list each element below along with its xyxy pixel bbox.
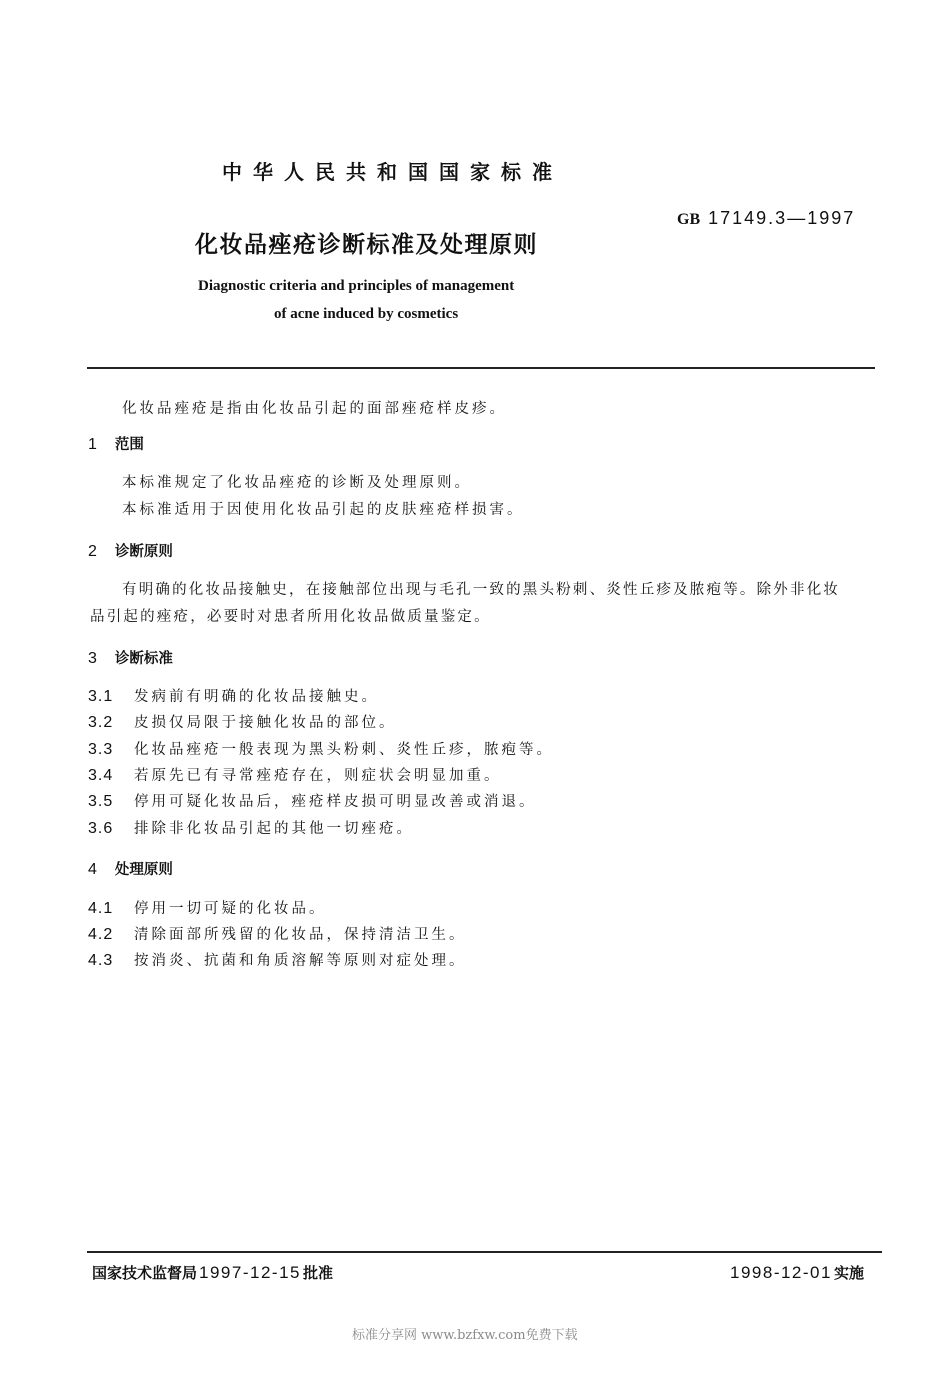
item-text: 化妆品痤疮一般表现为黑头粉刺、炎性丘疹，脓疱等。 xyxy=(134,742,554,758)
list-item xyxy=(88,764,502,785)
list-item xyxy=(88,949,467,970)
item-number: 3.2 xyxy=(88,714,114,731)
section-2-paragraph-line2: 品引起的痤疮，必要时对患者所用化妆品做质量鉴定。 xyxy=(90,609,491,625)
item-text: 停用一切可疑的化妆品。 xyxy=(134,901,327,917)
effective-info xyxy=(730,1262,864,1283)
standard-code xyxy=(677,208,855,229)
document-title-cn: 化妆品痤疮诊断标准及处理原则 xyxy=(195,232,538,258)
section-1-paragraph-2: 本标准适用于因使用化妆品引起的皮肤痤疮样损害。 xyxy=(122,502,525,518)
item-number: 3.5 xyxy=(88,793,114,810)
item-text: 停用可疑化妆品后，痤疮样皮损可明显改善或消退。 xyxy=(134,794,537,810)
document-title-en-line1: Diagnostic criteria and principles of management xyxy=(198,278,515,294)
list-item xyxy=(88,738,554,759)
list-item xyxy=(88,711,397,732)
item-text: 按消炎、抗菌和角质溶解等原则对症处理。 xyxy=(134,953,467,969)
section-4-heading xyxy=(88,858,173,879)
section-1-heading xyxy=(88,433,144,454)
item-number: 3.4 xyxy=(88,767,114,784)
approval-info xyxy=(92,1262,333,1283)
item-number: 3.1 xyxy=(88,688,114,705)
section-number: 4 xyxy=(88,861,97,878)
approval-suffix: 批准 xyxy=(302,1264,333,1282)
effective-suffix: 实施 xyxy=(833,1264,864,1282)
section-title: 范围 xyxy=(114,437,144,453)
section-title: 诊断标准 xyxy=(114,651,173,667)
item-text: 排除非化妆品引起的其他一切痤疮。 xyxy=(134,821,414,837)
section-number: 2 xyxy=(88,543,97,560)
section-2-heading xyxy=(88,540,173,561)
standard-code-prefix: GB xyxy=(677,211,701,228)
header-divider xyxy=(87,367,875,369)
section-number: 1 xyxy=(88,436,97,453)
national-standard-label: 中华人民共和国国家标准 xyxy=(222,160,563,184)
list-item xyxy=(88,685,379,706)
approving-authority: 国家技术监督局 xyxy=(92,1264,198,1282)
item-text: 若原先已有寻常痤疮存在，则症状会明显加重。 xyxy=(134,768,502,784)
intro-paragraph: 化妆品痤疮是指由化妆品引起的面部痤疮样皮疹。 xyxy=(122,401,507,417)
document-title-en-line2: of acne induced by cosmetics xyxy=(274,306,459,322)
approval-date: 1997-12-15 xyxy=(199,1263,301,1282)
item-text: 清除面部所残留的化妆品，保持清洁卫生。 xyxy=(134,927,467,943)
section-title: 处理原则 xyxy=(114,862,173,878)
effective-date: 1998-12-01 xyxy=(730,1263,832,1282)
item-number: 4.3 xyxy=(88,952,114,969)
section-title: 诊断原则 xyxy=(114,544,173,560)
list-item xyxy=(88,817,414,838)
standard-code-number: 17149.3—1997 xyxy=(708,208,856,228)
list-item xyxy=(88,790,537,811)
item-number: 4.1 xyxy=(88,900,114,917)
section-number: 3 xyxy=(88,650,97,667)
item-number: 3.6 xyxy=(88,820,114,837)
item-text: 皮损仅局限于接触化妆品的部位。 xyxy=(134,715,397,731)
section-1-paragraph-1: 本标准规定了化妆品痤疮的诊断及处理原则。 xyxy=(122,475,472,491)
item-number: 4.2 xyxy=(88,926,114,943)
list-item xyxy=(88,923,467,944)
section-2-paragraph-line1: 有明确的化妆品接触史，在接触部位出现与毛孔一致的黑头粉刺、炎性丘疹及脓疱等。除外非化妆 xyxy=(122,582,841,598)
watermark-text: 标准分享网 www.bzfxw.com免费下载 xyxy=(352,1328,578,1343)
item-text: 发病前有明确的化妆品接触史。 xyxy=(134,689,379,705)
list-item xyxy=(88,897,327,918)
item-number: 3.3 xyxy=(88,741,114,758)
footer-divider xyxy=(87,1251,882,1253)
section-3-heading xyxy=(88,647,173,668)
